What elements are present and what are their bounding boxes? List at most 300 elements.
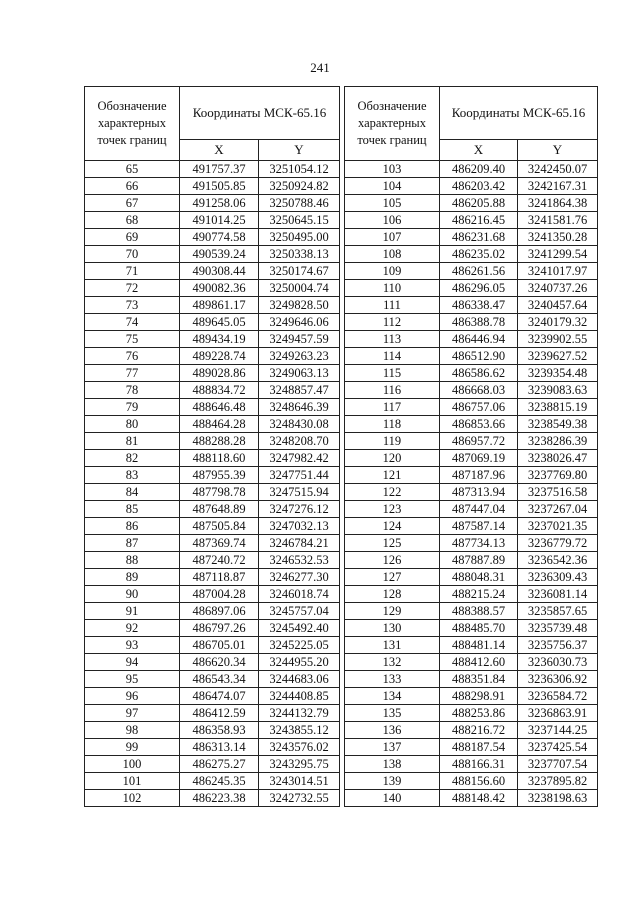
point-number-cell: 90	[85, 586, 180, 603]
x-coordinate-cell: 486757.06	[440, 399, 518, 416]
point-number-cell: 93	[85, 637, 180, 654]
coordinates-table-right	[344, 86, 598, 807]
point-number-cell: 87	[85, 535, 180, 552]
y-coordinate-cell: 3249646.06	[259, 314, 340, 331]
y-coordinate-cell: 3245492.40	[259, 620, 340, 637]
point-number-cell: 85	[85, 501, 180, 518]
table-row	[345, 586, 598, 603]
x-coordinate-cell: 488253.86	[440, 705, 518, 722]
y-coordinate-cell: 3235739.48	[518, 620, 598, 637]
x-coordinate-cell: 490774.58	[180, 229, 259, 246]
point-number-cell: 77	[85, 365, 180, 382]
y-coordinate-cell: 3236306.92	[518, 671, 598, 688]
table-row	[345, 552, 598, 569]
point-number-cell: 89	[85, 569, 180, 586]
point-number-cell: 100	[85, 756, 180, 773]
x-coordinate-cell: 487648.89	[180, 501, 259, 518]
table-row	[345, 535, 598, 552]
x-coordinate-cell: 486296.05	[440, 280, 518, 297]
table-row	[85, 535, 340, 552]
x-coordinate-cell: 487118.87	[180, 569, 259, 586]
point-number-cell: 88	[85, 552, 180, 569]
x-coordinate-cell: 490539.24	[180, 246, 259, 263]
x-coordinate-cell: 487069.19	[440, 450, 518, 467]
point-number-cell: 104	[345, 178, 440, 195]
x-coordinate-cell: 487798.78	[180, 484, 259, 501]
y-coordinate-cell: 3244683.06	[259, 671, 340, 688]
table-row	[85, 382, 340, 399]
point-number-cell: 134	[345, 688, 440, 705]
table-row	[85, 178, 340, 195]
x-coordinate-cell: 486245.35	[180, 773, 259, 790]
y-coordinate-cell: 3249828.50	[259, 297, 340, 314]
point-number-cell: 114	[345, 348, 440, 365]
point-number-cell: 91	[85, 603, 180, 620]
y-coordinate-cell: 3236779.72	[518, 535, 598, 552]
point-number-cell: 123	[345, 501, 440, 518]
table-row	[85, 552, 340, 569]
x-coordinate-cell: 486474.07	[180, 688, 259, 705]
x-coordinate-cell: 486388.78	[440, 314, 518, 331]
point-number-cell: 122	[345, 484, 440, 501]
table-row	[345, 654, 598, 671]
x-coordinate-cell: 487887.89	[440, 552, 518, 569]
table-row	[345, 229, 598, 246]
table-row	[345, 297, 598, 314]
y-coordinate-cell: 3249263.23	[259, 348, 340, 365]
x-coordinate-cell: 486203.42	[440, 178, 518, 195]
table-row	[85, 620, 340, 637]
y-coordinate-cell: 3241864.38	[518, 195, 598, 212]
table-row	[345, 212, 598, 229]
point-number-cell: 95	[85, 671, 180, 688]
table-row	[85, 518, 340, 535]
coord-system-header: Координаты МСК-65.16	[180, 87, 340, 140]
x-coordinate-cell: 487240.72	[180, 552, 259, 569]
x-coordinate-cell: 489645.05	[180, 314, 259, 331]
table-row	[345, 263, 598, 280]
point-number-cell: 74	[85, 314, 180, 331]
x-coordinate-cell: 486543.34	[180, 671, 259, 688]
table-row	[85, 246, 340, 263]
point-number-cell: 118	[345, 416, 440, 433]
table-row	[345, 178, 598, 195]
x-coordinate-cell: 488412.60	[440, 654, 518, 671]
table-row	[85, 416, 340, 433]
point-number-cell: 110	[345, 280, 440, 297]
point-number-cell: 106	[345, 212, 440, 229]
table-row	[345, 416, 598, 433]
x-coordinate-cell: 488298.91	[440, 688, 518, 705]
y-coordinate-cell: 3250788.46	[259, 195, 340, 212]
y-coordinate-cell: 3237267.04	[518, 501, 598, 518]
point-number-cell: 92	[85, 620, 180, 637]
point-number-cell: 67	[85, 195, 180, 212]
point-number-cell: 105	[345, 195, 440, 212]
x-coordinate-cell: 489434.19	[180, 331, 259, 348]
y-coordinate-cell: 3237144.25	[518, 722, 598, 739]
x-coordinate-cell: 487004.28	[180, 586, 259, 603]
point-column-header: Обозначение характерных точек границ	[345, 87, 440, 161]
y-coordinate-cell: 3238026.47	[518, 450, 598, 467]
table-row	[85, 705, 340, 722]
x-coordinate-cell: 486668.03	[440, 382, 518, 399]
table-row	[85, 603, 340, 620]
y-coordinate-cell: 3240737.26	[518, 280, 598, 297]
table-row	[345, 450, 598, 467]
point-number-cell: 83	[85, 467, 180, 484]
y-coordinate-cell: 3236030.73	[518, 654, 598, 671]
y-coordinate-cell: 3247515.94	[259, 484, 340, 501]
x-coordinate-cell: 487187.96	[440, 467, 518, 484]
y-coordinate-cell: 3244132.79	[259, 705, 340, 722]
table-row	[345, 501, 598, 518]
x-coordinate-cell: 488048.31	[440, 569, 518, 586]
table-row	[85, 654, 340, 671]
point-number-cell: 79	[85, 399, 180, 416]
table-row	[345, 773, 598, 790]
table-row	[85, 450, 340, 467]
x-coordinate-cell: 491014.25	[180, 212, 259, 229]
point-number-cell: 113	[345, 331, 440, 348]
table-row	[345, 620, 598, 637]
point-number-cell: 138	[345, 756, 440, 773]
y-coordinate-cell: 3237021.35	[518, 518, 598, 535]
point-number-cell: 101	[85, 773, 180, 790]
point-number-cell: 131	[345, 637, 440, 654]
point-number-cell: 80	[85, 416, 180, 433]
point-number-cell: 84	[85, 484, 180, 501]
point-number-cell: 103	[345, 161, 440, 178]
y-coordinate-cell: 3247276.12	[259, 501, 340, 518]
table-row	[345, 433, 598, 450]
y-coordinate-cell: 3241017.97	[518, 263, 598, 280]
table-row	[85, 773, 340, 790]
y-coordinate-cell: 3239627.52	[518, 348, 598, 365]
x-coordinate-cell: 488166.31	[440, 756, 518, 773]
x-column-header: X	[440, 140, 518, 161]
x-coordinate-cell: 486586.62	[440, 365, 518, 382]
table-row	[85, 569, 340, 586]
y-coordinate-cell: 3242167.31	[518, 178, 598, 195]
point-number-cell: 133	[345, 671, 440, 688]
y-coordinate-cell: 3243576.02	[259, 739, 340, 756]
x-coordinate-cell: 489861.17	[180, 297, 259, 314]
point-number-cell: 121	[345, 467, 440, 484]
point-number-cell: 81	[85, 433, 180, 450]
table-row	[345, 365, 598, 382]
x-coordinate-cell: 488646.48	[180, 399, 259, 416]
x-coordinate-cell: 488388.57	[440, 603, 518, 620]
x-coordinate-cell: 488481.14	[440, 637, 518, 654]
point-number-cell: 75	[85, 331, 180, 348]
y-coordinate-cell: 3238549.38	[518, 416, 598, 433]
table-row	[345, 399, 598, 416]
table-row	[85, 467, 340, 484]
x-coordinate-cell: 487313.94	[440, 484, 518, 501]
table-row	[85, 195, 340, 212]
y-coordinate-cell: 3250924.82	[259, 178, 340, 195]
x-coordinate-cell: 486338.47	[440, 297, 518, 314]
table-row	[85, 365, 340, 382]
y-coordinate-cell: 3242732.55	[259, 790, 340, 807]
y-coordinate-cell: 3243855.12	[259, 722, 340, 739]
table-row	[85, 433, 340, 450]
point-number-cell: 68	[85, 212, 180, 229]
y-coordinate-cell: 3248430.08	[259, 416, 340, 433]
x-coordinate-cell: 487734.13	[440, 535, 518, 552]
y-coordinate-cell: 3241350.28	[518, 229, 598, 246]
x-coordinate-cell: 486261.56	[440, 263, 518, 280]
x-coordinate-cell: 488187.54	[440, 739, 518, 756]
point-number-cell: 73	[85, 297, 180, 314]
x-coordinate-cell: 486275.27	[180, 756, 259, 773]
y-coordinate-cell: 3251054.12	[259, 161, 340, 178]
y-coordinate-cell: 3241299.54	[518, 246, 598, 263]
point-number-cell: 135	[345, 705, 440, 722]
y-coordinate-cell: 3246532.53	[259, 552, 340, 569]
point-number-cell: 76	[85, 348, 180, 365]
x-coordinate-cell: 486209.40	[440, 161, 518, 178]
table-row	[85, 331, 340, 348]
table-row	[85, 671, 340, 688]
point-number-cell: 70	[85, 246, 180, 263]
y-coordinate-cell: 3250004.74	[259, 280, 340, 297]
point-number-cell: 109	[345, 263, 440, 280]
table-row	[85, 348, 340, 365]
point-number-cell: 128	[345, 586, 440, 603]
point-number-cell: 115	[345, 365, 440, 382]
table-row	[85, 739, 340, 756]
x-coordinate-cell: 486216.45	[440, 212, 518, 229]
y-coordinate-cell: 3245757.04	[259, 603, 340, 620]
table-row	[85, 688, 340, 705]
table-row	[345, 722, 598, 739]
y-coordinate-cell: 3240457.64	[518, 297, 598, 314]
point-number-cell: 65	[85, 161, 180, 178]
table-row	[345, 280, 598, 297]
table-row	[345, 331, 598, 348]
x-coordinate-cell: 487447.04	[440, 501, 518, 518]
point-number-cell: 126	[345, 552, 440, 569]
y-coordinate-cell: 3247751.44	[259, 467, 340, 484]
x-coordinate-cell: 486412.59	[180, 705, 259, 722]
y-coordinate-cell: 3243014.51	[259, 773, 340, 790]
y-coordinate-cell: 3250645.15	[259, 212, 340, 229]
y-coordinate-cell: 3243295.75	[259, 756, 340, 773]
y-coordinate-cell: 3240179.32	[518, 314, 598, 331]
x-coordinate-cell: 490308.44	[180, 263, 259, 280]
table-row	[345, 637, 598, 654]
y-coordinate-cell: 3247982.42	[259, 450, 340, 467]
y-coordinate-cell: 3235857.65	[518, 603, 598, 620]
point-number-cell: 86	[85, 518, 180, 535]
x-coordinate-cell: 491757.37	[180, 161, 259, 178]
y-coordinate-cell: 3236081.14	[518, 586, 598, 603]
x-coordinate-cell: 486957.72	[440, 433, 518, 450]
point-number-cell: 107	[345, 229, 440, 246]
point-number-cell: 69	[85, 229, 180, 246]
point-number-cell: 111	[345, 297, 440, 314]
y-coordinate-cell: 3242450.07	[518, 161, 598, 178]
y-coordinate-cell: 3235756.37	[518, 637, 598, 654]
table-row	[345, 161, 598, 178]
point-number-cell: 132	[345, 654, 440, 671]
point-number-cell: 94	[85, 654, 180, 671]
point-number-cell: 102	[85, 790, 180, 807]
table-row	[345, 246, 598, 263]
point-number-cell: 124	[345, 518, 440, 535]
y-coordinate-cell: 3236863.91	[518, 705, 598, 722]
x-coordinate-cell: 486897.06	[180, 603, 259, 620]
table-row	[85, 314, 340, 331]
y-coordinate-cell: 3248857.47	[259, 382, 340, 399]
table-row	[345, 484, 598, 501]
y-coordinate-cell: 3246277.30	[259, 569, 340, 586]
y-coordinate-cell: 3250174.67	[259, 263, 340, 280]
table-row	[85, 790, 340, 807]
y-coordinate-cell: 3237769.80	[518, 467, 598, 484]
x-coordinate-cell: 488215.24	[440, 586, 518, 603]
coord-system-header: Координаты МСК-65.16	[440, 87, 598, 140]
x-coordinate-cell: 491258.06	[180, 195, 259, 212]
y-coordinate-cell: 3246018.74	[259, 586, 340, 603]
table-row	[85, 297, 340, 314]
y-coordinate-cell: 3238815.19	[518, 399, 598, 416]
point-number-cell: 125	[345, 535, 440, 552]
x-coordinate-cell: 488216.72	[440, 722, 518, 739]
y-coordinate-cell: 3236309.43	[518, 569, 598, 586]
point-number-cell: 139	[345, 773, 440, 790]
table-row	[85, 722, 340, 739]
table-row	[345, 518, 598, 535]
y-coordinate-cell: 3239902.55	[518, 331, 598, 348]
table-row	[85, 637, 340, 654]
table-row	[345, 348, 598, 365]
y-coordinate-cell: 3239354.48	[518, 365, 598, 382]
x-coordinate-cell: 486231.68	[440, 229, 518, 246]
table-row	[345, 569, 598, 586]
x-coordinate-cell: 488464.28	[180, 416, 259, 433]
table-row	[85, 484, 340, 501]
y-coordinate-cell: 3237516.58	[518, 484, 598, 501]
x-coordinate-cell: 486223.38	[180, 790, 259, 807]
y-coordinate-cell: 3247032.13	[259, 518, 340, 535]
y-coordinate-cell: 3238198.63	[518, 790, 598, 807]
point-number-cell: 72	[85, 280, 180, 297]
x-coordinate-cell: 487587.14	[440, 518, 518, 535]
x-coordinate-cell: 486705.01	[180, 637, 259, 654]
y-coordinate-cell: 3244955.20	[259, 654, 340, 671]
y-coordinate-cell: 3237895.82	[518, 773, 598, 790]
point-number-cell: 136	[345, 722, 440, 739]
coordinates-table-left	[84, 86, 340, 807]
y-coordinate-cell: 3248646.39	[259, 399, 340, 416]
y-coordinate-cell: 3236584.72	[518, 688, 598, 705]
table-row	[345, 756, 598, 773]
point-column-header: Обозначение характерных точек границ	[85, 87, 180, 161]
y-coordinate-cell: 3246784.21	[259, 535, 340, 552]
x-coordinate-cell: 486205.88	[440, 195, 518, 212]
table-row	[85, 399, 340, 416]
table-row	[85, 263, 340, 280]
y-column-header: Y	[518, 140, 598, 161]
table-row	[345, 705, 598, 722]
y-coordinate-cell: 3250495.00	[259, 229, 340, 246]
y-coordinate-cell: 3250338.13	[259, 246, 340, 263]
y-coordinate-cell: 3236542.36	[518, 552, 598, 569]
point-number-cell: 137	[345, 739, 440, 756]
x-coordinate-cell: 486446.94	[440, 331, 518, 348]
table-row	[85, 280, 340, 297]
x-coordinate-cell: 486853.66	[440, 416, 518, 433]
table-row	[345, 467, 598, 484]
y-coordinate-cell: 3245225.05	[259, 637, 340, 654]
x-coordinate-cell: 486512.90	[440, 348, 518, 365]
x-coordinate-cell: 486358.93	[180, 722, 259, 739]
point-number-cell: 127	[345, 569, 440, 586]
point-number-cell: 71	[85, 263, 180, 280]
table-row	[345, 195, 598, 212]
y-coordinate-cell: 3237425.54	[518, 739, 598, 756]
point-number-cell: 117	[345, 399, 440, 416]
table-row	[345, 603, 598, 620]
table-row	[85, 586, 340, 603]
point-number-cell: 120	[345, 450, 440, 467]
point-number-cell: 98	[85, 722, 180, 739]
point-number-cell: 129	[345, 603, 440, 620]
x-coordinate-cell: 491505.85	[180, 178, 259, 195]
x-coordinate-cell: 488118.60	[180, 450, 259, 467]
x-coordinate-cell: 488834.72	[180, 382, 259, 399]
y-coordinate-cell: 3239083.63	[518, 382, 598, 399]
y-coordinate-cell: 3238286.39	[518, 433, 598, 450]
x-coordinate-cell: 487369.74	[180, 535, 259, 552]
y-coordinate-cell: 3237707.54	[518, 756, 598, 773]
y-coordinate-cell: 3244408.85	[259, 688, 340, 705]
point-number-cell: 119	[345, 433, 440, 450]
point-number-cell: 97	[85, 705, 180, 722]
x-coordinate-cell: 489028.86	[180, 365, 259, 382]
x-coordinate-cell: 486620.34	[180, 654, 259, 671]
point-number-cell: 66	[85, 178, 180, 195]
x-coordinate-cell: 488288.28	[180, 433, 259, 450]
table-row	[345, 671, 598, 688]
x-coordinate-cell: 489228.74	[180, 348, 259, 365]
x-coordinate-cell: 488156.60	[440, 773, 518, 790]
table-row	[345, 688, 598, 705]
table-row	[345, 314, 598, 331]
x-coordinate-cell: 488351.84	[440, 671, 518, 688]
x-coordinate-cell: 488485.70	[440, 620, 518, 637]
table-row	[85, 756, 340, 773]
point-number-cell: 112	[345, 314, 440, 331]
x-column-header: X	[180, 140, 259, 161]
table-row	[345, 790, 598, 807]
x-coordinate-cell: 486235.02	[440, 246, 518, 263]
table-row	[345, 739, 598, 756]
y-coordinate-cell: 3241581.76	[518, 212, 598, 229]
table-row	[345, 382, 598, 399]
x-coordinate-cell: 488148.42	[440, 790, 518, 807]
point-number-cell: 82	[85, 450, 180, 467]
x-coordinate-cell: 487505.84	[180, 518, 259, 535]
point-number-cell: 108	[345, 246, 440, 263]
x-coordinate-cell: 487955.39	[180, 467, 259, 484]
table-row	[85, 501, 340, 518]
point-number-cell: 78	[85, 382, 180, 399]
x-coordinate-cell: 486313.14	[180, 739, 259, 756]
